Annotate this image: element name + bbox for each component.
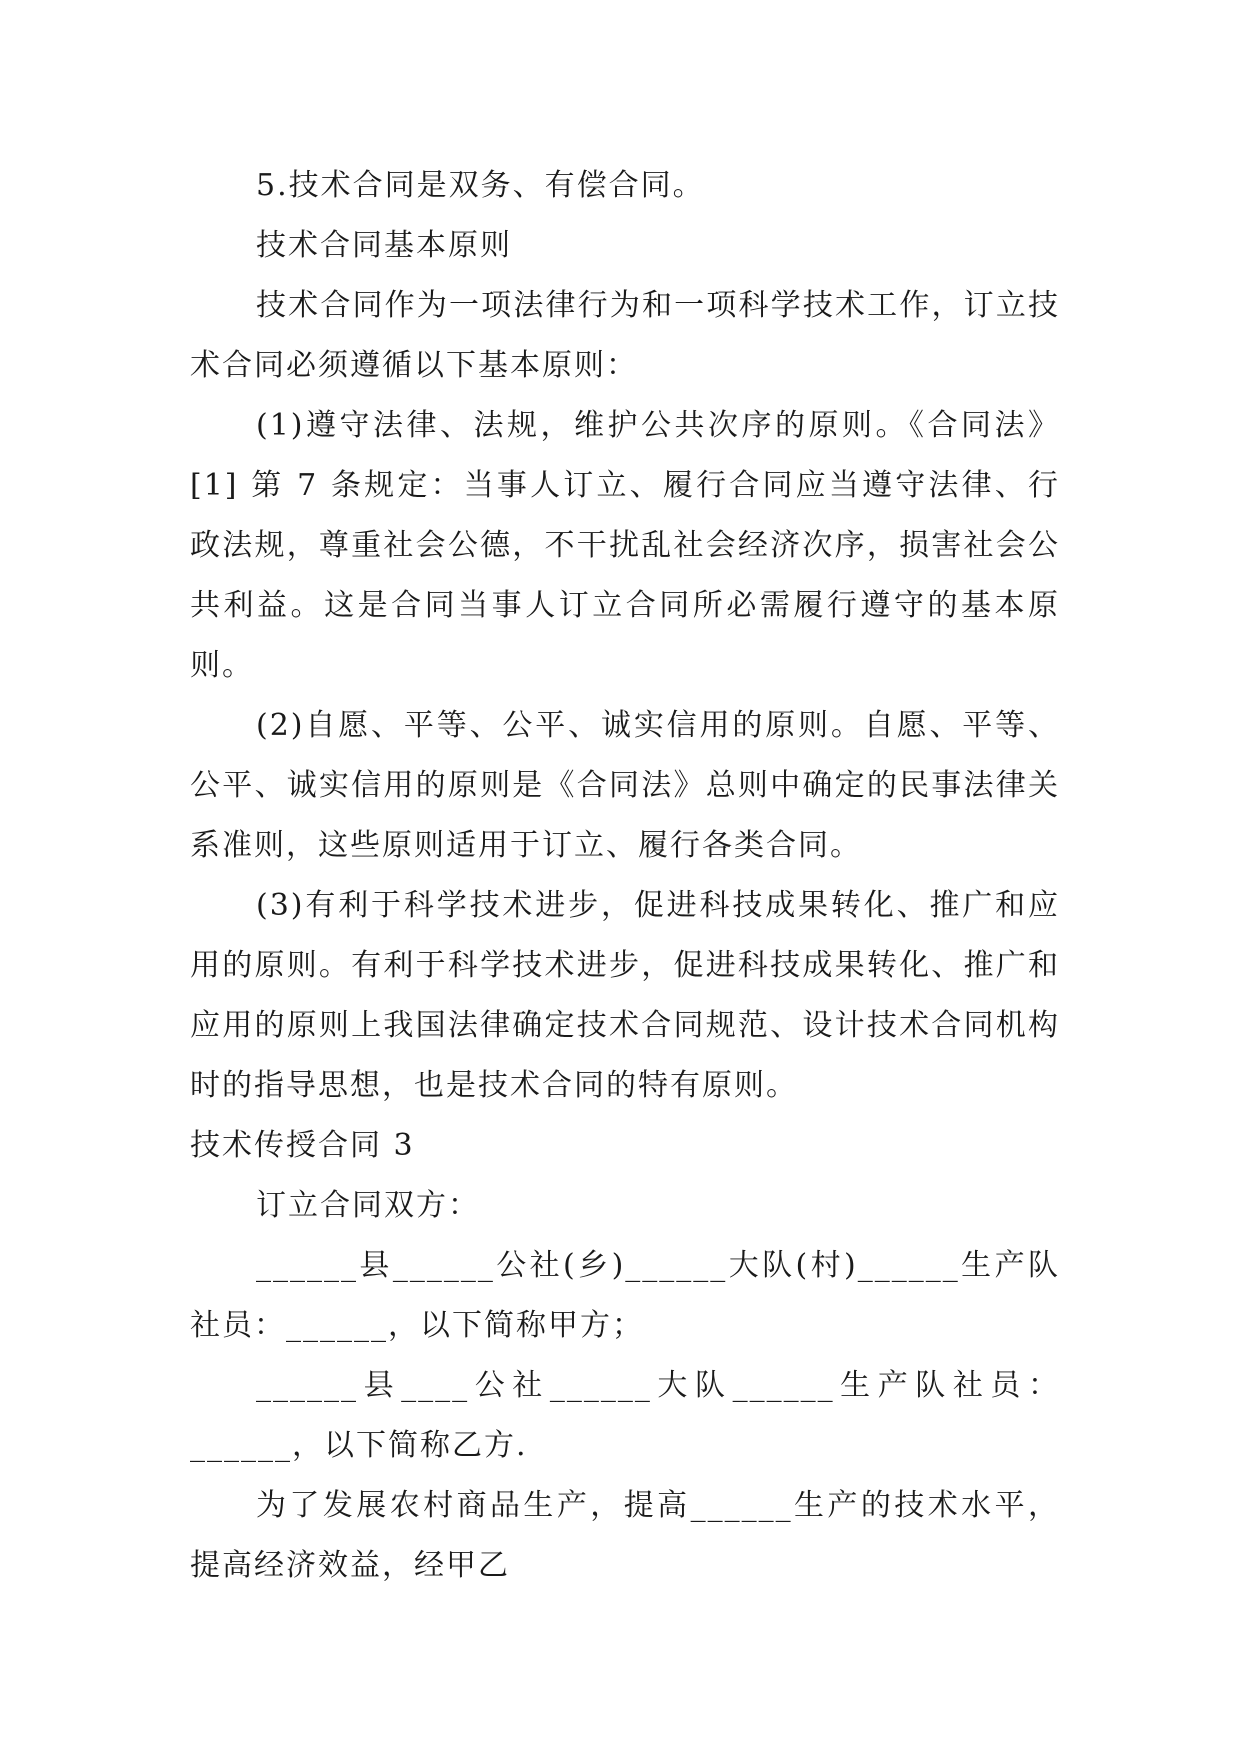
section-title-basic-principles: 技术合同基本原则 [256,228,512,263]
paragraph-principle-3: (3)有利于科学技术进步，促进科技成果转化、推广和应用的原则。有利于科学技术进步，促进科技成果转化、推广和应用的原则上我国法律确定技术合同规范、设计技术合同机构时的指导思想，也是技术合同的特有原则。 [190,888,1060,1103]
paragraph-principle-2: (2)自愿、平等、公平、诚实信用的原则。自愿、平等、公平、诚实信用的原则是《合同法》总则中确定的民事法律关系准则，这些原则适用于订立、履行各类合同。 [190,708,1060,863]
paragraph-clause-5: 5.技术合同是双务、有偿合同。 [256,168,705,203]
paragraph-principles-intro: 技术合同作为一项法律行为和一项科学技术工作，订立技术合同必须遵循以下基本原则： [190,288,1060,383]
paragraph-party-b: ______县____公社______大队______生产队社员：______，以下简称乙方. [190,1368,1060,1463]
paragraph-principle-1: (1)遵守法律、法规，维护公共次序的原则。《合同法》[1] 第 7 条规定：当事人订立、履行合同应当遵守法律、行政法规，尊重社会公德，不干扰乱社会经济次序，损害社会公共利益。这是合同当事人订立合同所必需履行遵守的基本原则。 [190,408,1060,683]
document-body [190,156,1060,1596]
paragraph-party-a: ______县______公社(乡)______大队(村)______生产队社员：______，以下简称甲方； [190,1248,1060,1343]
contract-title: 技术传授合同 3 [190,1128,415,1163]
paragraph-parties-label: 订立合同双方： [256,1188,480,1223]
paragraph-purpose: 为了发展农村商品生产，提高______生产的技术水平，提高经济效益，经甲乙 [190,1488,1060,1583]
